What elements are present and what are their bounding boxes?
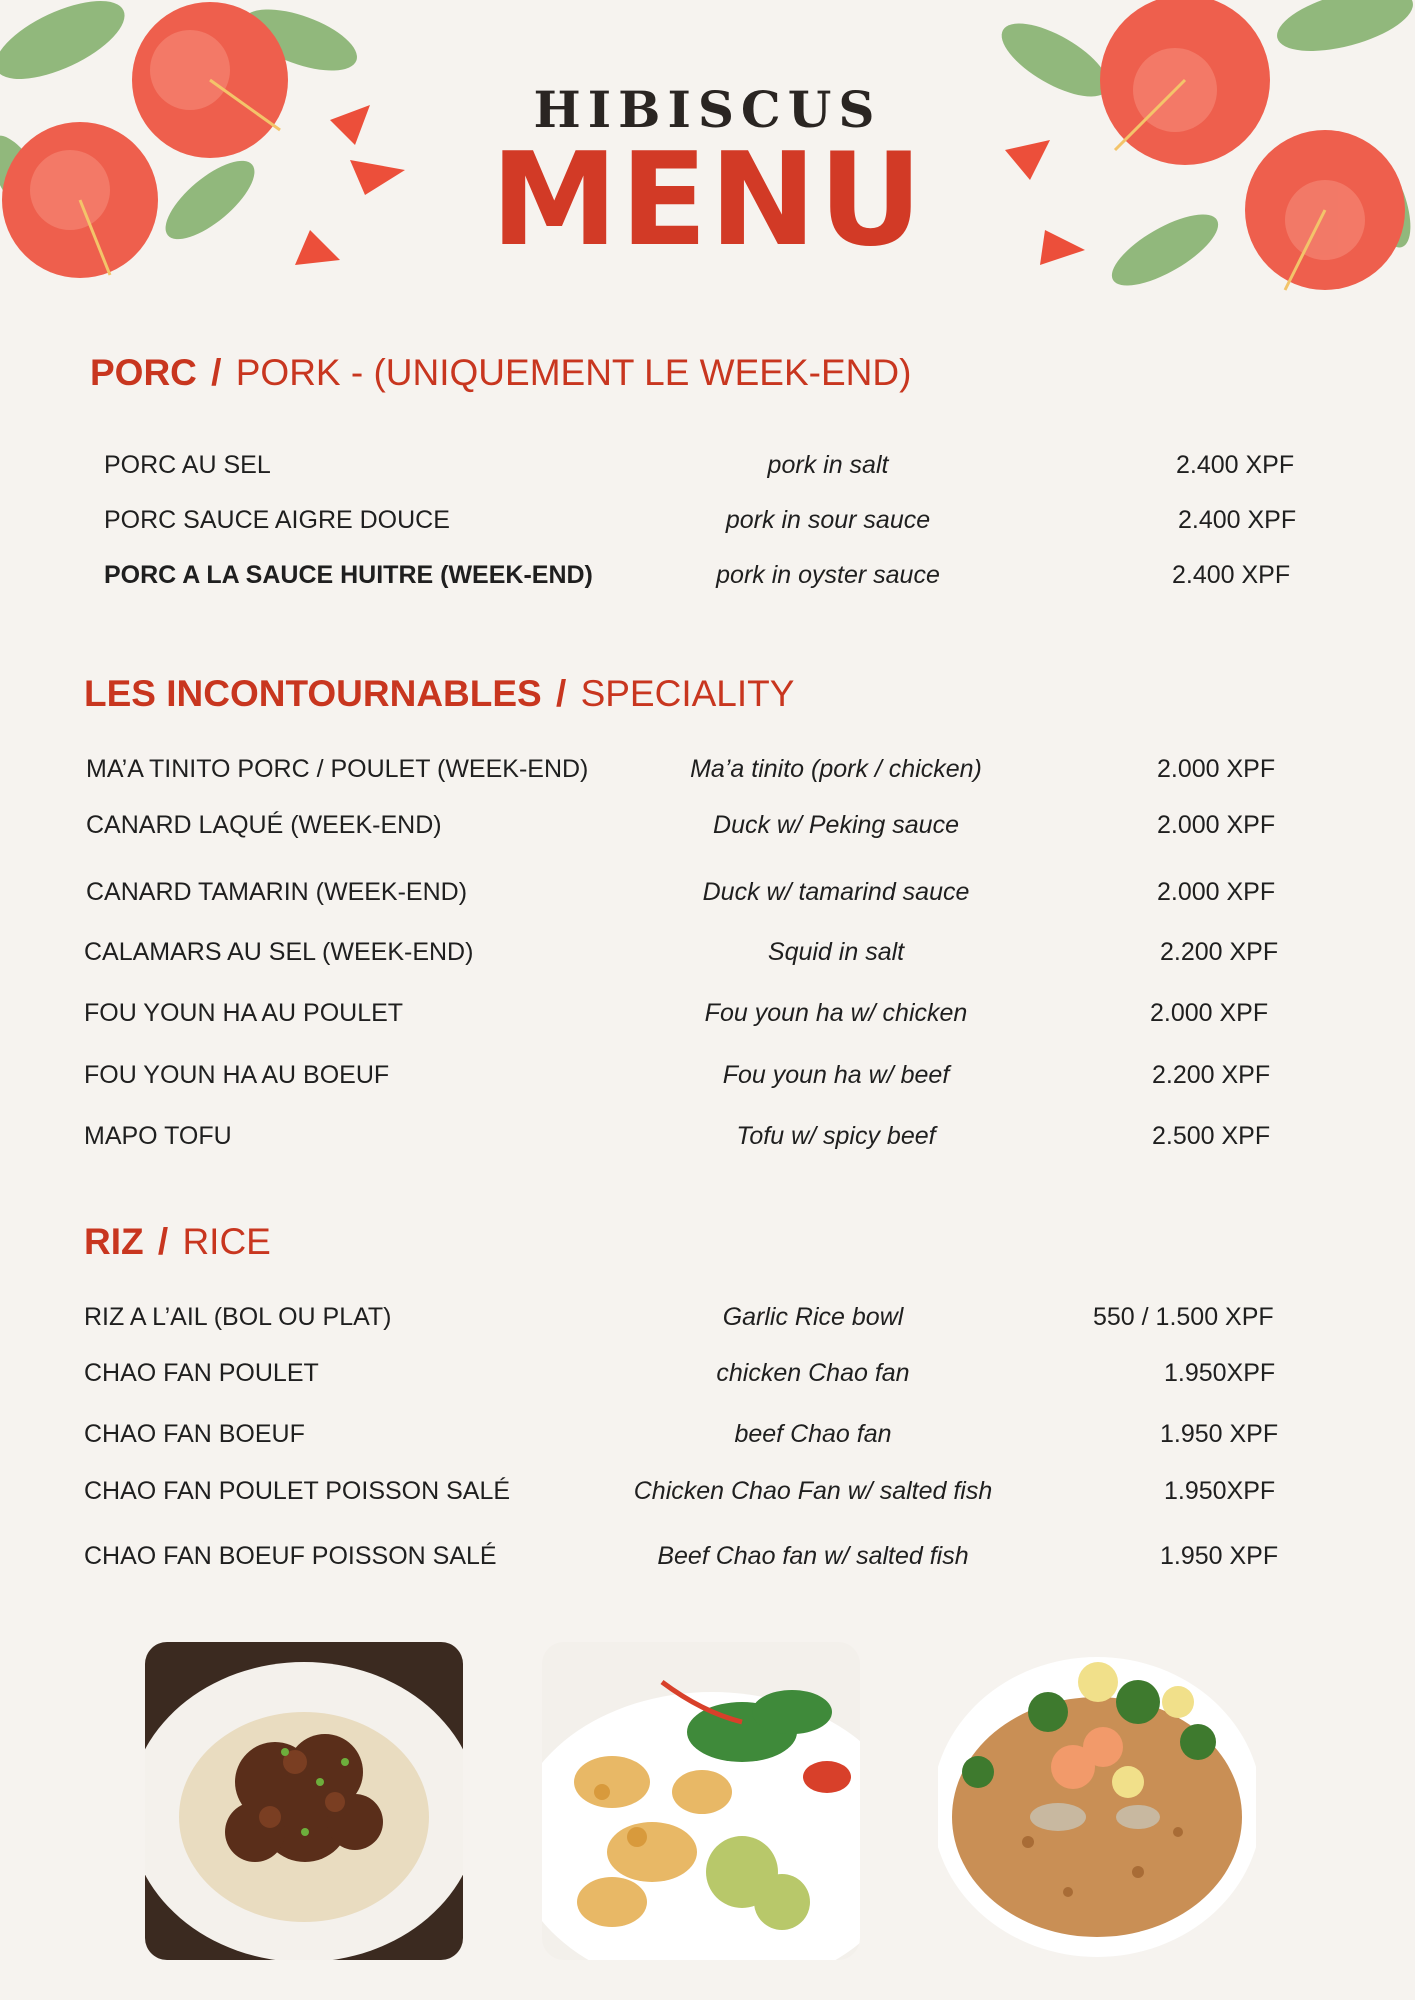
section-title-pork: PORC / PORK - (UNIQUEMENT LE WEEK-END) (90, 352, 912, 393)
menu-item (0, 1412, 1415, 1456)
menu-item (0, 1534, 1415, 1578)
item-name-fr: PORC AU SEL (104, 451, 271, 479)
item-price: 2.400 XPF (1176, 451, 1295, 479)
item-name-en: pork in oyster sauce (716, 561, 940, 589)
item-name-en: Fou youn ha w/ beef (722, 1061, 950, 1089)
item-price: 1.950 XPF (1160, 1420, 1279, 1448)
item-price: 2.400 XPF (1172, 561, 1291, 589)
restaurant-name: HIBISCUS (533, 80, 882, 139)
item-name-fr: CHAO FAN BOEUF POISSON SALÉ (84, 1542, 497, 1570)
item-price: 2.000 XPF (1157, 811, 1276, 839)
menu-item (0, 498, 1415, 542)
fried-calamari-photo (542, 1642, 860, 1960)
item-name-fr: CANARD TAMARIN (WEEK-END) (86, 878, 468, 906)
item-name-en: Tofu w/ spicy beef (736, 1122, 936, 1150)
item-name-en: Ma’a tinito (pork / chicken) (690, 755, 982, 783)
item-name-fr: PORC SAUCE AIGRE DOUCE (104, 506, 450, 534)
item-name-en: Beef Chao fan w/ salted fish (657, 1542, 969, 1570)
section-title-rice: RIZ / RICE (84, 1221, 271, 1262)
item-name-fr: PORC A LA SAUCE HUITRE (WEEK-END) (104, 561, 593, 589)
menu-item (0, 443, 1415, 487)
menu-item (0, 1295, 1415, 1339)
item-price: 1.950XPF (1164, 1477, 1276, 1505)
item-price: 550 / 1.500 XPF (1093, 1303, 1274, 1331)
item-name-fr: RIZ A L’AIL (BOL OU PLAT) (84, 1303, 392, 1331)
menu-item (0, 553, 1415, 597)
item-name-en: Chicken Chao Fan w/ salted fish (633, 1477, 993, 1505)
item-price: 2.400 XPF (1178, 506, 1297, 534)
section-title-speciality: LES INCONTOURNABLES / SPECIALITY (84, 673, 795, 714)
menu-title: MENU (490, 126, 925, 275)
item-name-en: Duck w/ Peking sauce (713, 811, 959, 839)
item-name-en: beef Chao fan (734, 1420, 892, 1448)
item-price: 2.500 XPF (1152, 1122, 1271, 1150)
item-name-fr: FOU YOUN HA AU POULET (84, 999, 404, 1027)
menu-item (0, 870, 1415, 914)
shrimp-fried-rice-photo (938, 1642, 1256, 1960)
item-name-en: Fou youn ha w/ chicken (704, 999, 968, 1027)
item-name-fr: CALAMARS AU SEL (WEEK-END) (84, 938, 474, 966)
item-name-fr: FOU YOUN HA AU BOEUF (84, 1061, 390, 1089)
item-name-fr: MAPO TOFU (84, 1122, 232, 1150)
item-name-fr: MA’A TINITO PORC / POULET (WEEK-END) (86, 755, 589, 783)
menu-item (0, 747, 1415, 791)
menu-item (0, 991, 1415, 1035)
menu-item (0, 1114, 1415, 1158)
item-name-en: pork in salt (767, 451, 889, 479)
item-name-en: Garlic Rice bowl (722, 1303, 904, 1331)
menu-item (0, 803, 1415, 847)
item-name-fr: CHAO FAN BOEUF (84, 1420, 305, 1448)
menu-item (0, 1351, 1415, 1395)
item-name-en: Squid in salt (767, 938, 905, 966)
item-name-fr: CHAO FAN POULET (84, 1359, 319, 1387)
item-price: 2.200 XPF (1160, 938, 1279, 966)
menu-item (0, 930, 1415, 974)
item-price: 1.950XPF (1164, 1359, 1276, 1387)
item-name-en: Duck w/ tamarind sauce (702, 878, 970, 906)
item-price: 2.000 XPF (1157, 878, 1276, 906)
item-name-fr: CANARD LAQUÉ (WEEK-END) (86, 811, 442, 839)
item-price: 1.950 XPF (1160, 1542, 1279, 1570)
menu-item (0, 1053, 1415, 1097)
menu-item (0, 1469, 1415, 1513)
item-price: 2.200 XPF (1152, 1061, 1271, 1089)
item-price: 2.000 XPF (1157, 755, 1276, 783)
item-name-en: chicken Chao fan (716, 1359, 910, 1387)
menu-header (0, 80, 1415, 275)
braised-pork-noodles-photo (145, 1642, 463, 1960)
item-price: 2.000 XPF (1150, 999, 1269, 1027)
item-name-fr: CHAO FAN POULET POISSON SALÉ (84, 1477, 511, 1505)
item-name-en: pork in sour sauce (725, 506, 931, 534)
